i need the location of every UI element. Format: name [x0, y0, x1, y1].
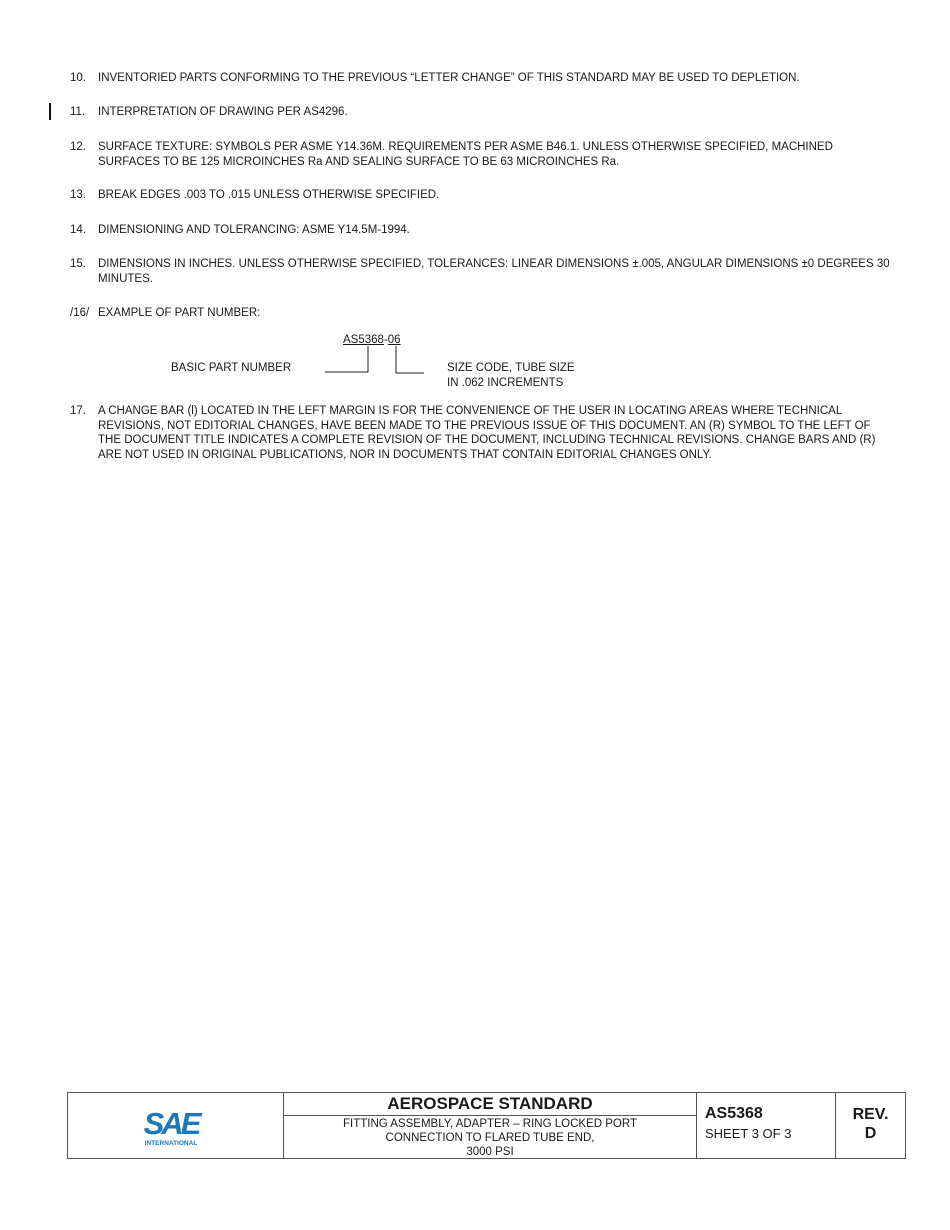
document-number-cell [697, 1093, 836, 1158]
note-text: BREAK EDGES .003 TO .015 UNLESS OTHERWISE SPECIFIED. [98, 189, 440, 201]
note-text: DIMENSIONS IN INCHES. UNLESS OTHERWISE SPECIFIED, TOLERANCES: LINEAR DIMENSIONS ±.005, ANGULAR DIMENSIONS ±0 DEGREES 30 MINUTES. [98, 258, 890, 285]
note-number: 15. [70, 258, 86, 270]
document-title [284, 1116, 696, 1159]
note-text: A CHANGE BAR (l) LOCATED IN THE LEFT MARGIN IS FOR THE CONVENIENCE OF THE USER IN LOCATING AREAS WHERE TECHNICAL REVISIONS, NOT EDITORIAL CHANGES, HAVE BEEN MADE TO THE PREVIOUS ISSUE OF THIS DOCUMENT. AN (R) SYMBOL TO THE LEFT OF THE DOCUMENT TITLE INDICATES A COMPLETE REVISION OF THE DOCUMENT, INCLUDING TECHNICAL REVISIONS. CHANGE BARS AND (R) ARE NOT USED IN ORIGINAL PUBLICATIONS, NOR IN DOCUMENTS THAT CONTAIN EDITORIAL CHANGES ONLY. [98, 405, 876, 461]
note-text: INVENTORIED PARTS CONFORMING TO THE PREVIOUS “LETTER CHANGE” OF THIS STANDARD MAY BE USED TO DEPLETION. [98, 72, 800, 84]
part-number-example [343, 333, 401, 348]
title-cell [284, 1093, 697, 1158]
svg-text:SAE: SAE [143, 1106, 199, 1141]
size-leader-line [396, 346, 424, 373]
note-number: 14. [70, 224, 86, 236]
note-number: /16/ [70, 307, 90, 319]
note-text: INTERPRETATION OF DRAWING PER AS4296. [98, 106, 348, 118]
note-10 [70, 71, 890, 86]
size-code-label-line1: SIZE CODE, TUBE SIZE [447, 362, 575, 374]
note-text: EXAMPLE OF PART NUMBER: [98, 307, 261, 319]
note-11 [70, 105, 890, 120]
size-code-label-line2: IN .062 INCREMENTS [447, 376, 564, 389]
title-line-2: CONNECTION TO FLARED TUBE END, [385, 1132, 595, 1144]
part-number-basic: AS5368 [343, 334, 384, 346]
change-bar [49, 103, 51, 120]
title-block [67, 1092, 906, 1159]
note-number: 11. [70, 106, 86, 118]
part-number-size: 06 [387, 334, 401, 346]
revision-label: REV. [852, 1106, 889, 1123]
note-17 [70, 404, 890, 462]
note-14 [70, 223, 890, 238]
note-number: 10. [70, 72, 86, 84]
standard-heading: AEROSPACE STANDARD [284, 1093, 696, 1116]
note-text: DIMENSIONING AND TOLERANCING: ASME Y14.5M-1994. [98, 224, 410, 236]
sheet-number: SHEET 3 OF 3 [705, 1126, 792, 1141]
revision-value: D [864, 1125, 877, 1142]
note-16 [70, 306, 890, 321]
logo-cell [68, 1093, 284, 1158]
size-code-label [447, 361, 575, 390]
note-number: 12. [70, 141, 86, 153]
basic-part-number-label: BASIC PART NUMBER [171, 362, 292, 374]
note-15 [70, 257, 890, 286]
part-number-separator: - [383, 334, 388, 346]
document-number: AS5368 [705, 1105, 763, 1122]
sae-logo-icon [138, 1105, 204, 1147]
title-line-3: 3000 PSI [466, 1146, 514, 1158]
basic-leader-line [325, 346, 368, 372]
note-12 [70, 140, 890, 169]
revision-cell [836, 1093, 905, 1158]
note-13 [70, 188, 890, 203]
note-text: SURFACE TEXTURE: SYMBOLS PER ASME Y14.36M. REQUIREMENTS PER ASME B46.1. UNLESS OTHERWISE SPECIFIED, MACHINED SURFACES TO BE 125 MICROINCHES Ra AND SEALING SURFACE TO BE 63 MICROINCHES Ra. [98, 141, 833, 168]
title-line-1: FITTING ASSEMBLY, ADAPTER – RING LOCKED PORT [343, 1118, 637, 1130]
svg-text:INTERNATIONAL: INTERNATIONAL [144, 1140, 198, 1147]
note-number: 13. [70, 189, 86, 201]
note-number: 17. [70, 405, 86, 417]
